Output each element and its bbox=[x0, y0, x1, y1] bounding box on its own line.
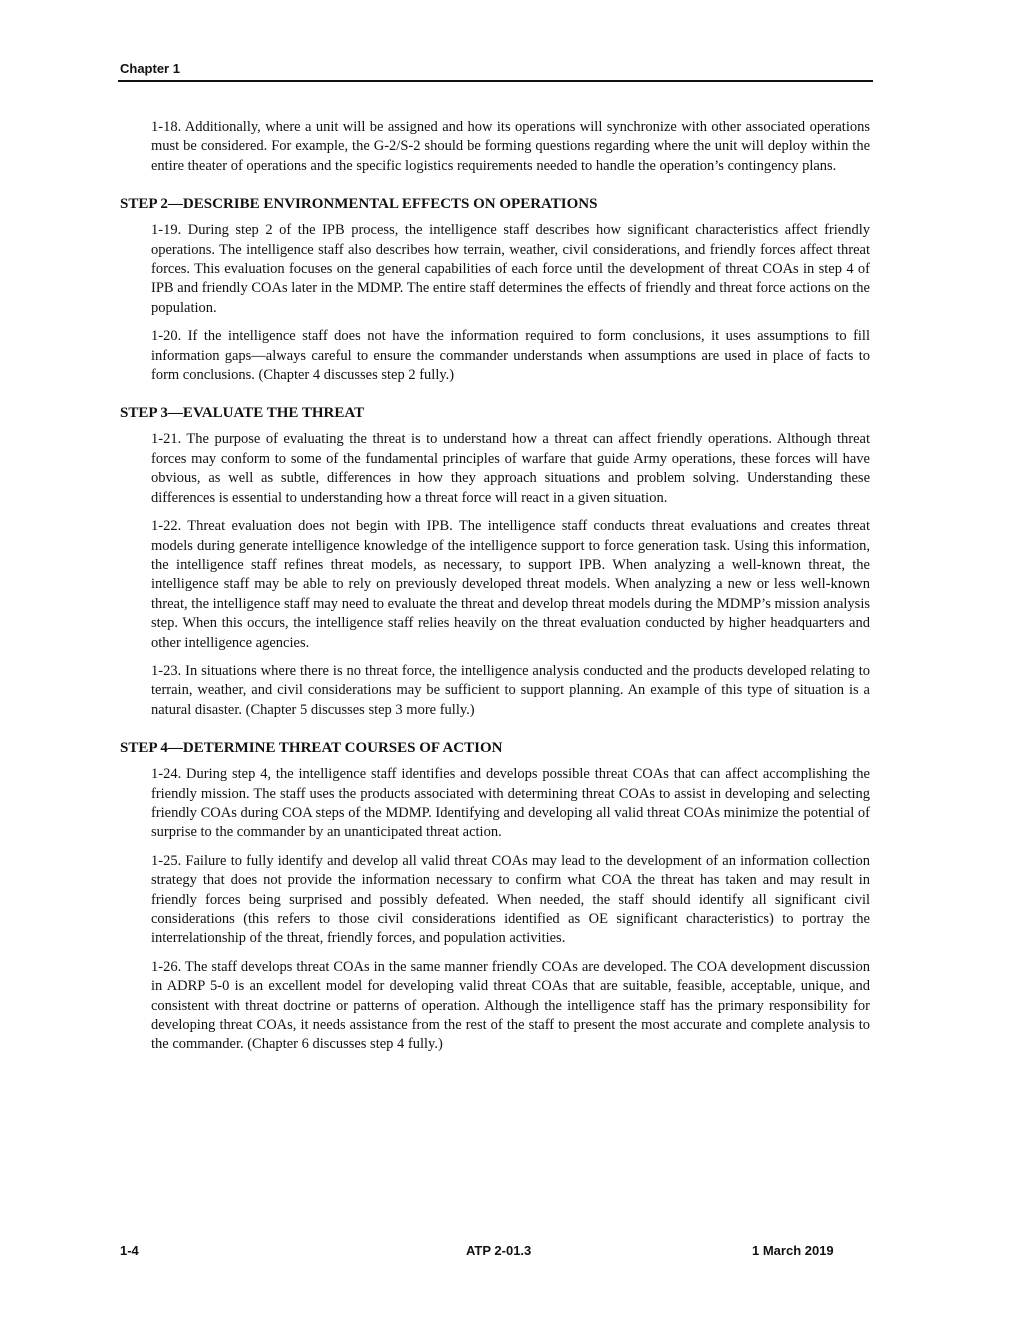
step-2-heading: STEP 2—DESCRIBE ENVIRONMENTAL EFFECTS ON OPERATIONS bbox=[120, 196, 598, 213]
paragraph-1-19: 1-19. During step 2 of the IPB process, the intelligence staff describes how significant characteristics affect friendly operations. The intelligence staff also describes how terrain, weather, civil considerations, and friendly forces affect threat forces. This evaluation focuses on the general capabilities of each force until the development of threat COAs in step 4 of IPB and friendly COAs later in the MDMP. The entire staff determines the effects of friendly and threat force actions on the population. bbox=[151, 222, 870, 316]
paragraph-1-18: 1-18. Additionally, where a unit will be assigned and how its operations will synchronize with other associated operations must be considered. For example, the G-2/S-2 should be forming questions regarding where the unit will deploy within the entire theater of operations and the specific logistics requirements needed to handle the operation’s contingency plans. bbox=[151, 119, 870, 174]
page-content bbox=[118, 118, 873, 1064]
publication-id: ATP 2-01.3 bbox=[466, 1243, 532, 1258]
page-number: 1-4 bbox=[120, 1243, 139, 1258]
paragraph-1-21: 1-21. The purpose of evaluating the threat is to understand how a threat can affect friendly operations. Although threat forces may conform to some of the fundamental principles of warfare that guide Army operations, these forces will have obvious, as well as subtle, differences in how they approach situations and problem solving. Understanding these differences is essential to understanding how a threat force will react in a given situation. bbox=[151, 431, 870, 506]
paragraph-1-25: 1-25. Failure to fully identify and develop all valid threat COAs may lead to the development of an information collection strategy that does not provide the information necessary to confirm what COA the threat has taken and may result in friendly forces being surprised and possibly defeated. When needed, the staff should identify all significant civil considerations (this refers to those civil considerations identified as OE significant characteristics) to portray the interrelationship of the threat, friendly forces, and population activities. bbox=[151, 852, 870, 947]
page-header bbox=[118, 60, 873, 82]
step-4-heading: STEP 4—DETERMINE THREAT COURSES OF ACTION bbox=[120, 740, 503, 757]
paragraph-1-20: 1-20. If the intelligence staff does not have the information required to form conclusions, it uses assumptions to fill information gaps—always careful to ensure the commander understands when assumptions are used in place of facts to form conclusions. (Chapter 4 discusses step 2 fully.) bbox=[151, 328, 870, 384]
chapter-label: Chapter 1 bbox=[120, 61, 180, 76]
step-3-heading: STEP 3—EVALUATE THE THREAT bbox=[120, 405, 365, 422]
paragraph-1-22: 1-22. Threat evaluation does not begin with IPB. The intelligence staff conducts threat evaluations and creates threat models during generate intelligence knowledge of the intelligence support to force generation task. Using this information, the intelligence staff refines threat models, as necessary, to support IPB. When analyzing a well-known threat, the intelligence staff may be able to rely on previously developed threat models. When analyzing a new or less well-known threat, the intelligence staff may need to evaluate the threat and develop threat models during the MDMP’s mission analysis step. When this occurs, the intelligence staff relies heavily on the threat evaluation conducted by higher headquarters and other intelligence agencies. bbox=[151, 518, 870, 651]
paragraph-1-23: 1-23. In situations where there is no threat force, the intelligence analysis conducted and the products developed relating to terrain, weather, and civil considerations may be sufficient to support planning. An example of this type of situation is a natural disaster. (Chapter 5 discusses step 3 more fully.) bbox=[151, 662, 870, 718]
paragraph-1-24: 1-24. During step 4, the intelligence staff identifies and develops possible threat COAs that can affect accomplishing the friendly mission. The staff uses the products associated with determining threat COAs to assist in developing and selecting friendly COAs during COA steps of the MDMP. Identifying and developing all valid threat COAs minimize the potential of surprise to the commander by an unanticipated threat action. bbox=[151, 766, 870, 841]
publication-date: 1 March 2019 bbox=[752, 1243, 834, 1258]
paragraph-1-26: 1-26. The staff develops threat COAs in the same manner friendly COAs are developed. The COA development discussion in ADRP 5-0 is an excellent model for developing valid threat COAs that are suitable, feasible, acceptable, unique, and consistent with threat doctrine or patterns of operation. Although the intelligence staff has the primary responsibility for developing threat COAs, it needs assistance from the rest of the staff to present the most accurate and complete analysis to the commander. (Chapter 6 discusses step 4 fully.) bbox=[151, 958, 870, 1053]
